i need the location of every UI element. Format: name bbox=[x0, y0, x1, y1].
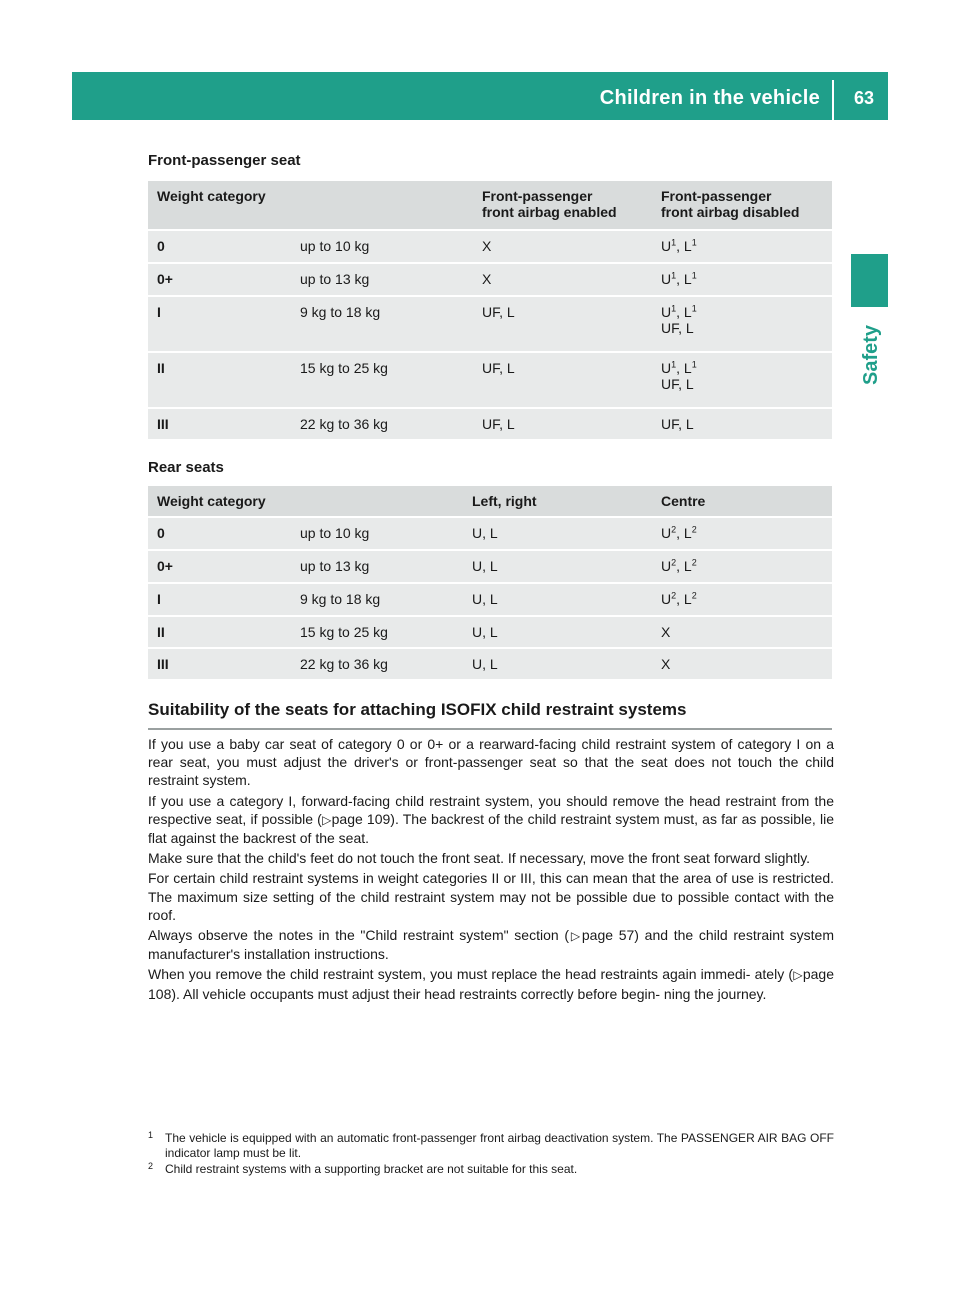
table-row bbox=[148, 518, 832, 551]
paragraph: If you use a category I, forward-facing child restraint system, you should remove the head restraint from the respective seat, if possible (▷page 109). The backrest of the child restraint system must, as far as possible, lie flat against the backrest of the seat. bbox=[148, 792, 834, 847]
weight-category-cell: II bbox=[148, 617, 291, 649]
weight-category-cell: 0+ bbox=[148, 264, 291, 297]
airbag-disabled-cell: $U^1$, $L^1$ UF, L bbox=[652, 353, 832, 409]
table-row bbox=[148, 584, 832, 617]
page-reference-link[interactable]: page 108 bbox=[148, 966, 834, 1002]
airbag-enabled-cell: UF, L bbox=[473, 297, 652, 353]
weight-range-cell: 22 kg to 36 kg bbox=[291, 409, 473, 441]
footnote bbox=[148, 1162, 834, 1177]
table-row bbox=[148, 231, 832, 264]
weight-category-cell: III bbox=[148, 649, 291, 681]
airbag-enabled-cell: X bbox=[473, 231, 652, 264]
footnote-text: Child restraint systems with a supporting bracket are not suitable for this seat. bbox=[165, 1162, 578, 1176]
section-tab-marker bbox=[851, 254, 888, 307]
weight-category-cell: III bbox=[148, 409, 291, 441]
weight-range-cell: 22 kg to 36 kg bbox=[291, 649, 463, 681]
table-row bbox=[148, 551, 832, 584]
column-header: Front-passenger front airbag disabled bbox=[652, 181, 832, 231]
header-divider bbox=[832, 80, 834, 120]
weight-range-cell: up to 13 kg bbox=[291, 264, 473, 297]
paragraph: Make sure that the child's feet do not touch the front seat. If necessary, move the front seat forward slightly. bbox=[148, 850, 811, 867]
weight-category-cell: 0 bbox=[148, 518, 291, 551]
airbag-enabled-cell: X bbox=[473, 264, 652, 297]
airbag-disabled-cell: UF, L bbox=[652, 409, 832, 441]
paragraph: If you use a baby car seat of category 0 or 0+ or a rearward-facing child restraint system of category I on a rear seat, you must adjust the driver's or front-passenger seat so that the seat does not touch the child restraint system. bbox=[148, 736, 834, 789]
isofix-body bbox=[148, 735, 834, 1005]
weight-category-cell: I bbox=[148, 584, 291, 617]
airbag-enabled-cell: UF, L bbox=[473, 353, 652, 409]
paragraph: For certain child restraint systems in weight categories II or III, this can mean that the area of use is restricted. The maximum size setting of the child restraint system may not be possible due to possible contact with the roof. bbox=[148, 870, 834, 923]
weight-range-cell: 15 kg to 25 kg bbox=[291, 617, 463, 649]
weight-category-cell: II bbox=[148, 353, 291, 409]
centre-cell: X bbox=[652, 649, 832, 681]
page-reference-link[interactable]: page 57 bbox=[581, 927, 635, 944]
airbag-disabled-cell: $U^1$, $L^1$ UF, L bbox=[652, 297, 832, 353]
table-row bbox=[148, 649, 832, 681]
weight-range-cell: 15 kg to 25 kg bbox=[291, 353, 473, 409]
section-side-label: Safety bbox=[860, 324, 882, 386]
airbag-disabled-cell: $U^1$, $L^1$ bbox=[652, 231, 832, 264]
table-header-row bbox=[148, 181, 832, 231]
isofix-heading: Suitability of the seats for attaching ISOFIX child restraint systems bbox=[148, 700, 832, 730]
centre-cell: $U^2$, $L^2$ bbox=[652, 551, 832, 584]
front-passenger-table bbox=[148, 181, 832, 441]
airbag-enabled-cell: UF, L bbox=[473, 409, 652, 441]
footnote-text: The vehicle is equipped with an automatic front-passenger front airbag deactivation system. The PASSENGER AIR BAG OFF indicator lamp must be lit. bbox=[165, 1131, 834, 1160]
page-reference-arrow-icon: ▷ bbox=[321, 812, 332, 827]
weight-range-cell: up to 13 kg bbox=[291, 551, 463, 584]
table-row bbox=[148, 264, 832, 297]
column-header: Weight category bbox=[148, 181, 473, 231]
left-right-cell: U, L bbox=[463, 584, 652, 617]
weight-category-cell: I bbox=[148, 297, 291, 353]
rear-table-title: Rear seats bbox=[148, 459, 224, 476]
footnote bbox=[148, 1131, 834, 1161]
centre-cell: $U^2$, $L^2$ bbox=[652, 584, 832, 617]
left-right-cell: U, L bbox=[463, 551, 652, 584]
column-header: Weight category bbox=[148, 486, 463, 518]
page-header bbox=[72, 72, 888, 120]
footnote-mark: 1 bbox=[148, 1130, 154, 1140]
page-reference-arrow-icon: ▷ bbox=[569, 929, 582, 944]
page-number: 63 bbox=[853, 88, 874, 108]
footnotes bbox=[148, 1131, 834, 1178]
left-right-cell: U, L bbox=[463, 649, 652, 681]
page-reference-link[interactable]: page 109 bbox=[331, 810, 391, 827]
table-row bbox=[148, 353, 832, 409]
table-header-row bbox=[148, 486, 832, 518]
left-right-cell: U, L bbox=[463, 518, 652, 551]
table-row bbox=[148, 297, 832, 353]
paragraph: When you remove the child restraint system, you must replace the head restraints again immedi- ately (▷page 108). All vehicle occupants must adjust their head restraints correctly before begin- ning the journey. bbox=[148, 966, 834, 1002]
column-header: Left, right bbox=[463, 486, 652, 518]
weight-range-cell: up to 10 kg bbox=[291, 518, 463, 551]
page-reference-arrow-icon: ▷ bbox=[793, 968, 803, 983]
centre-cell: X bbox=[652, 617, 832, 649]
weight-range-cell: 9 kg to 18 kg bbox=[291, 297, 473, 353]
front-table-title: Front-passenger seat bbox=[148, 152, 301, 169]
weight-category-cell: 0+ bbox=[148, 551, 291, 584]
table-row bbox=[148, 617, 832, 649]
column-header: Front-passenger front airbag enabled bbox=[473, 181, 652, 231]
weight-range-cell: up to 10 kg bbox=[291, 231, 473, 264]
footnote-mark: 2 bbox=[148, 1161, 154, 1171]
rear-seats-table bbox=[148, 486, 832, 681]
centre-cell: $U^2$, $L^2$ bbox=[652, 518, 832, 551]
weight-range-cell: 9 kg to 18 kg bbox=[291, 584, 463, 617]
table-row bbox=[148, 409, 832, 441]
column-header: Centre bbox=[652, 486, 832, 518]
airbag-disabled-cell: $U^1$, $L^1$ bbox=[652, 264, 832, 297]
weight-category-cell: 0 bbox=[148, 231, 291, 264]
left-right-cell: U, L bbox=[463, 617, 652, 649]
paragraph: Always observe the notes in the "Child restraint system" section (▷page 57) and the child restraint system manufacturer's installation instructions. bbox=[148, 927, 834, 963]
chapter-title: Children in the vehicle bbox=[599, 87, 820, 109]
